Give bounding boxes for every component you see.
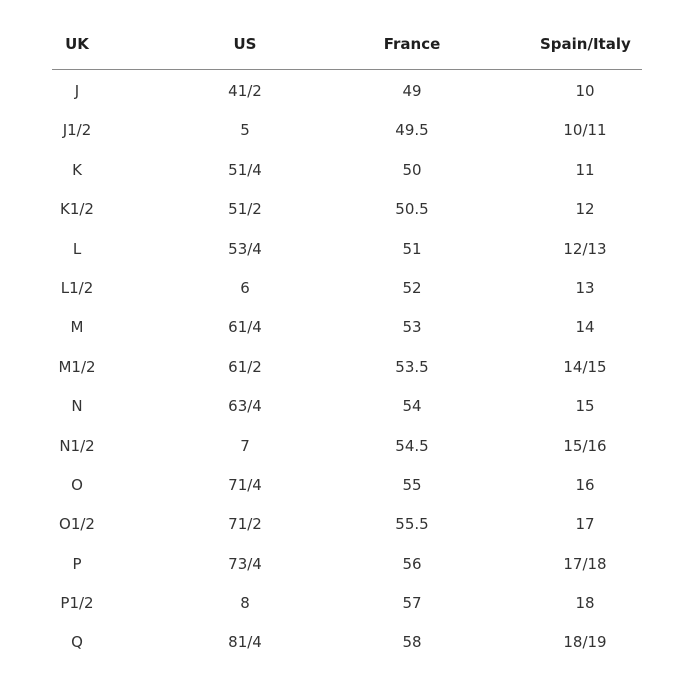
cell-uk: Q — [71, 633, 83, 652]
table-row — [0, 545, 690, 584]
table-row — [0, 387, 690, 426]
header-us: US — [233, 35, 257, 53]
cell-france: 49.5 — [395, 121, 429, 140]
cell-uk: O — [71, 475, 83, 494]
table-row — [0, 190, 690, 229]
table-row — [0, 72, 690, 111]
cell-spain-italy: 10 — [575, 82, 595, 100]
cell-france: 58 — [402, 633, 422, 652]
table-row — [0, 623, 690, 662]
cell-france: 56 — [402, 554, 422, 573]
cell-spain-italy: 14/15 — [563, 357, 607, 376]
cell-us: 63/4 — [228, 397, 262, 416]
cell-uk: P1/2 — [60, 594, 94, 613]
cell-spain-italy: 17 — [575, 515, 595, 534]
cell-france: 55.5 — [395, 515, 429, 534]
cell-france: 49 — [402, 82, 422, 100]
table-row — [0, 269, 690, 308]
cell-us: 51/4 — [228, 160, 262, 179]
cell-spain-italy: 18/19 — [563, 633, 607, 652]
cell-us: 71/4 — [228, 475, 262, 494]
header-spain-italy: Spain/Italy — [540, 35, 631, 53]
cell-france: 55 — [402, 475, 422, 494]
cell-us: 51/2 — [228, 200, 262, 219]
cell-uk: K1/2 — [60, 200, 94, 219]
cell-spain-italy: 11 — [575, 160, 595, 179]
cell-spain-italy: 13 — [575, 278, 595, 297]
cell-uk: N1/2 — [59, 436, 95, 455]
cell-us: 6 — [240, 278, 250, 297]
table-row — [0, 308, 690, 347]
cell-uk: P — [72, 554, 82, 573]
cell-spain-italy: 16 — [575, 475, 595, 494]
cell-france: 57 — [402, 594, 422, 613]
cell-uk: M — [70, 318, 84, 337]
cell-france: 53.5 — [395, 357, 429, 376]
table-row — [0, 466, 690, 505]
table-row — [0, 151, 690, 190]
cell-france: 53 — [402, 318, 422, 337]
cell-uk: M1/2 — [58, 357, 96, 376]
table-header-row — [0, 28, 690, 60]
cell-us: 8 — [240, 594, 250, 613]
cell-france: 50.5 — [395, 200, 429, 219]
cell-us: 73/4 — [228, 554, 262, 573]
table-body — [0, 72, 690, 663]
cell-uk: L — [72, 239, 82, 258]
table-row — [0, 505, 690, 544]
header-divider — [52, 69, 642, 70]
cell-us: 61/4 — [228, 318, 262, 337]
cell-us: 71/2 — [228, 515, 262, 534]
cell-spain-italy: 10/11 — [563, 121, 607, 140]
cell-us: 5 — [240, 121, 250, 140]
cell-uk: N — [71, 397, 83, 416]
cell-us: 61/2 — [228, 357, 262, 376]
cell-france: 51 — [402, 239, 422, 258]
cell-spain-italy: 14 — [575, 318, 595, 337]
cell-spain-italy: 17/18 — [563, 554, 607, 573]
cell-france: 50 — [402, 160, 422, 179]
header-uk: UK — [65, 35, 89, 53]
cell-uk: O1/2 — [59, 515, 95, 534]
cell-us: 7 — [240, 436, 250, 455]
cell-uk: J1/2 — [62, 121, 92, 140]
cell-spain-italy: 15 — [575, 397, 595, 416]
table-row — [0, 427, 690, 466]
cell-uk: K — [72, 160, 82, 179]
cell-uk: J — [74, 82, 80, 100]
cell-us: 41/2 — [228, 82, 262, 100]
cell-spain-italy: 12 — [575, 200, 595, 219]
cell-france: 52 — [402, 278, 422, 297]
cell-spain-italy: 12/13 — [563, 239, 607, 258]
cell-france: 54.5 — [395, 436, 429, 455]
table-row — [0, 348, 690, 387]
table-row — [0, 111, 690, 150]
cell-spain-italy: 18 — [575, 594, 595, 613]
cell-uk: L1/2 — [60, 278, 94, 297]
cell-spain-italy: 15/16 — [563, 436, 607, 455]
cell-france: 54 — [402, 397, 422, 416]
cell-us: 53/4 — [228, 239, 262, 258]
cell-us: 81/4 — [228, 633, 262, 652]
table-row — [0, 584, 690, 623]
header-france: France — [383, 35, 441, 53]
table-row — [0, 230, 690, 269]
